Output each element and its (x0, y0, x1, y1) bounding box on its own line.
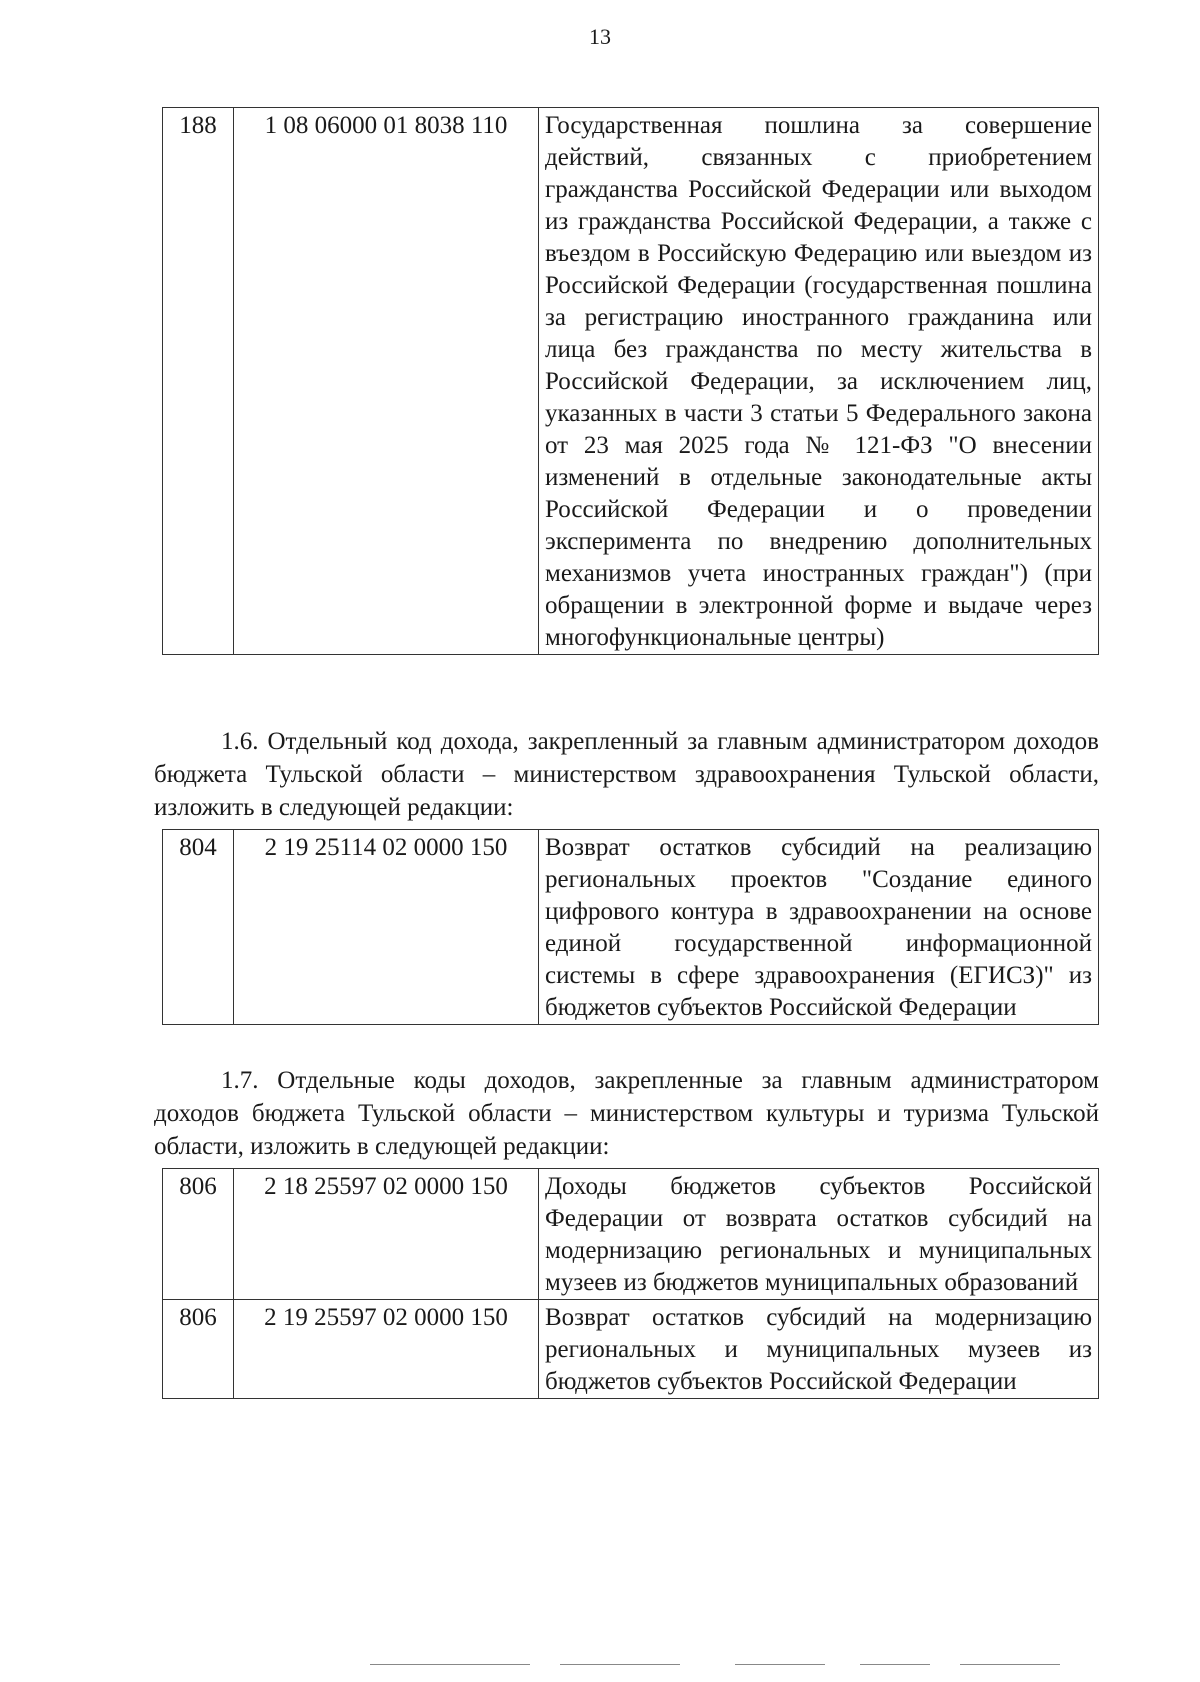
footer-divider (860, 1664, 930, 1665)
paragraph-1-6: 1.6. Отдельный код дохода, закрепленный за главным администратором доходов бюджета Тульской области – министерством здравоохранения Тульской области, изложить в следующей редакции: (154, 728, 1099, 821)
table-row (163, 830, 1099, 1025)
income-codes-table-culture (162, 1168, 1099, 1399)
footer-divider (735, 1664, 825, 1665)
paragraph-1-7: 1.7. Отдельные коды доходов, закрепленные за главным администратором доходов бюджета Тульской области – министерством культуры и туризма Тульской области, изложить в следующей редакции: (154, 1067, 1099, 1160)
footer-divider (960, 1664, 1060, 1665)
income-name-cell: Возврат остатков субсидий на модернизацию региональных и муниципальных музеев из бюджетов субъектов Российской Федерации (539, 1300, 1099, 1399)
admin-code-cell: 804 (163, 830, 234, 1025)
budget-code-cell: 2 19 25114 02 0000 150 (234, 830, 539, 1025)
table-row (163, 1169, 1099, 1300)
admin-code-cell: 806 (163, 1169, 234, 1300)
footer-divider (370, 1664, 530, 1665)
footer-divider (560, 1664, 680, 1665)
income-codes-table-health (162, 829, 1099, 1025)
budget-code-cell: 2 19 25597 02 0000 150 (234, 1300, 539, 1399)
page-number: 13 (589, 24, 611, 49)
admin-code-cell: 806 (163, 1300, 234, 1399)
income-codes-table-health-migration (162, 107, 1099, 655)
income-name-cell: Доходы бюджетов субъектов Российской Федерации от возврата остатков субсидий на модернизацию региональных и муниципальных музеев из бюджетов муниципальных образований (539, 1169, 1099, 1300)
table-row (163, 1300, 1099, 1399)
income-name-cell: Государственная пошлина за совершение действий, связанных с приобретением гражданства Российской Федерации или выходом из гражданства Российской Федерации, а также с въездом в Российскую Федерацию или выездом из Российской Федерации (государственная пошлина за регистрацию иностранного гражданина или лица без гражданства по месту жительства в Российской Федерации, за исключением лиц, указанных в части 3 статьи 5 Федерального закона от 23 мая 2025 года № 121-ФЗ "О внесении изменений в отдельные законодательные акты Российской Федерации и о проведении эксперимента по внедрению дополнительных механизмов учета иностранных граждан") (при обращении в электронной форме и выдаче через многофункциональные центры) (539, 108, 1099, 655)
admin-code-cell: 188 (163, 108, 234, 655)
budget-code-cell: 2 18 25597 02 0000 150 (234, 1169, 539, 1300)
budget-code-cell: 1 08 06000 01 8038 110 (234, 108, 539, 655)
table-row (163, 108, 1099, 655)
income-name-cell: Возврат остатков субсидий на реализацию региональных проектов "Создание единого цифрового контура в здравоохранении на основе единой государственной информационной системы в сфере здравоохранения (ЕГИСЗ)" из бюджетов субъектов Российской Федерации (539, 830, 1099, 1025)
